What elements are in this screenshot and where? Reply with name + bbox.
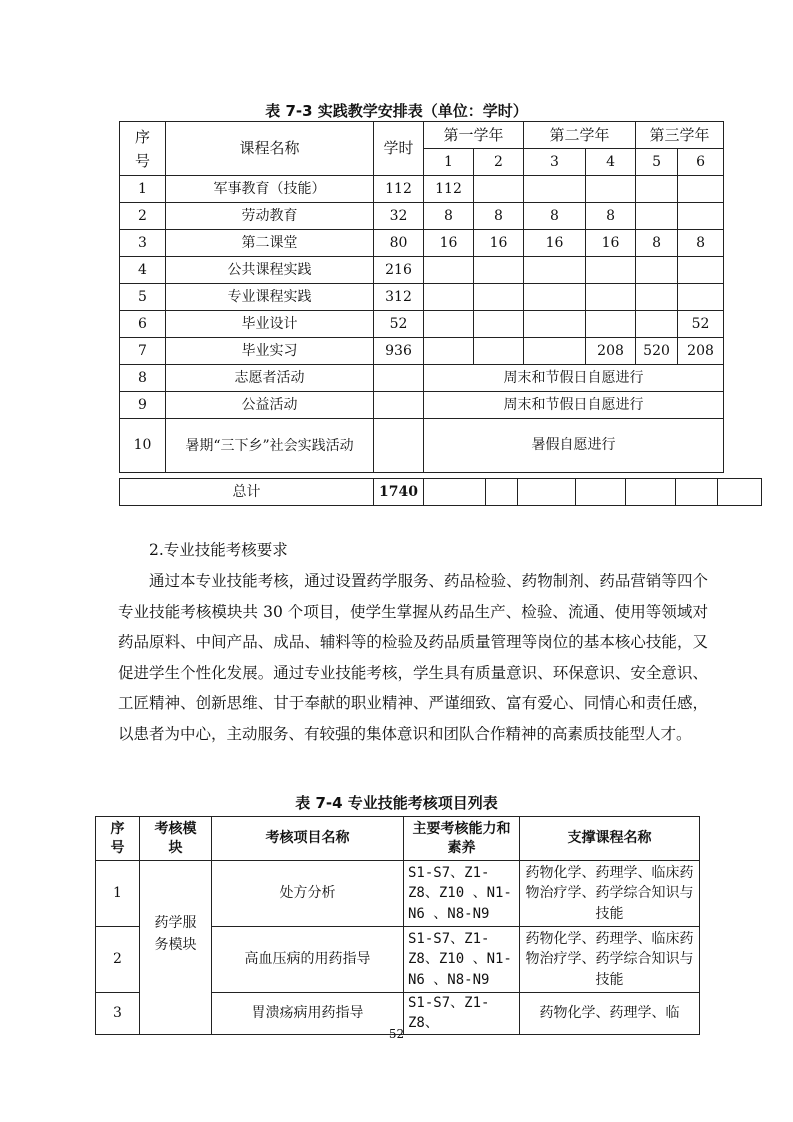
row-ability: S1-S7、Z1-Z8、Z10 、N1-N6 、N8-N9: [404, 927, 520, 993]
row-hours: [374, 392, 424, 419]
term-cell: [678, 203, 724, 230]
term-cell: [718, 479, 762, 506]
header-term: 4: [586, 149, 636, 176]
term-cell: [424, 311, 474, 338]
header-year-3: 第三学年: [636, 122, 724, 149]
row-hours: 32: [374, 203, 424, 230]
header-ability: 主要考核能力和素养: [404, 817, 520, 861]
row-note: 周末和节假日自愿进行: [424, 392, 724, 419]
table-row: [96, 861, 700, 927]
row-note: 暑假自愿进行: [424, 419, 724, 473]
header-module: 考核模块: [140, 817, 212, 861]
row-course: 军事教育（技能）: [166, 176, 374, 203]
term-cell: [636, 257, 678, 284]
term-cell: [486, 479, 518, 506]
row-item: 高血压病的用药指导: [212, 927, 404, 993]
table-row: [120, 176, 724, 203]
term-cell: [424, 479, 486, 506]
term-cell: [474, 338, 524, 365]
row-no: 9: [120, 392, 166, 419]
term-cell: [474, 176, 524, 203]
row-hours: 80: [374, 230, 424, 257]
term-cell: [586, 257, 636, 284]
row-course: 志愿者活动: [166, 365, 374, 392]
page-number: 52: [388, 1027, 405, 1041]
row-no: 3: [120, 230, 166, 257]
row-note: 周末和节假日自愿进行: [424, 365, 724, 392]
term-cell: 8: [636, 230, 678, 257]
row-courses: 药物化学、药理学、临床药物治疗学、药学综合知识与技能: [520, 861, 700, 927]
row-course: 毕业实习: [166, 338, 374, 365]
total-value: 1740: [374, 479, 424, 506]
table-7-3-caption: 表 7-3 实践教学安排表（单位：学时）: [265, 102, 528, 120]
term-cell: [524, 338, 586, 365]
term-cell: 8: [474, 203, 524, 230]
row-no: 6: [120, 311, 166, 338]
skill-assessment-table: [95, 816, 700, 1035]
table-row: [120, 419, 724, 473]
term-cell: [636, 203, 678, 230]
row-no: 3: [96, 993, 140, 1035]
term-cell: 520: [636, 338, 678, 365]
header-term: 1: [424, 149, 474, 176]
row-no: 5: [120, 284, 166, 311]
row-item: 胃溃疡病用药指导: [212, 993, 404, 1035]
term-cell: 16: [474, 230, 524, 257]
term-cell: [576, 479, 626, 506]
total-row-table: [119, 478, 762, 506]
row-course: 劳动教育: [166, 203, 374, 230]
row-hours: 312: [374, 284, 424, 311]
header-course: 课程名称: [166, 122, 374, 176]
term-cell: [474, 257, 524, 284]
header-no: 序号: [120, 122, 166, 176]
header-year-1: 第一学年: [424, 122, 524, 149]
row-courses: 药物化学、药理学、临床药物治疗学、药学综合知识与技能: [520, 927, 700, 993]
table-7-4-caption: 表 7-4 专业技能考核项目列表: [295, 794, 498, 812]
row-course: 公共课程实践: [166, 257, 374, 284]
header-item: 考核项目名称: [212, 817, 404, 861]
term-cell: 208: [586, 338, 636, 365]
term-cell: [524, 257, 586, 284]
term-cell: 112: [424, 176, 474, 203]
term-cell: [518, 479, 576, 506]
table-row: [120, 338, 724, 365]
term-cell: [424, 257, 474, 284]
term-cell: 16: [424, 230, 474, 257]
row-no: 2: [120, 203, 166, 230]
row-course: 毕业设计: [166, 311, 374, 338]
row-hours: 216: [374, 257, 424, 284]
row-hours: 112: [374, 176, 424, 203]
row-course: 暑期“三下乡”社会实践活动: [166, 419, 374, 473]
row-item: 处方分析: [212, 861, 404, 927]
header-term: 5: [636, 149, 678, 176]
term-cell: [636, 284, 678, 311]
term-cell: 8: [586, 203, 636, 230]
term-cell: 16: [586, 230, 636, 257]
term-cell: 16: [524, 230, 586, 257]
table-row: [120, 203, 724, 230]
term-cell: [424, 338, 474, 365]
row-hours: 52: [374, 311, 424, 338]
section-paragraph: [118, 566, 708, 749]
row-hours: 936: [374, 338, 424, 365]
term-cell: [586, 176, 636, 203]
header-term: 6: [678, 149, 724, 176]
table-row: [120, 230, 724, 257]
header-term: 3: [524, 149, 586, 176]
term-cell: [678, 176, 724, 203]
row-course: 第二课堂: [166, 230, 374, 257]
table-row: [120, 311, 724, 338]
term-cell: [636, 311, 678, 338]
term-cell: 8: [524, 203, 586, 230]
term-cell: 8: [424, 203, 474, 230]
row-no: 4: [120, 257, 166, 284]
table-row: [120, 284, 724, 311]
section-heading: 2.专业技能考核要求: [149, 541, 288, 559]
term-cell: [678, 257, 724, 284]
term-cell: [424, 284, 474, 311]
header-term: 2: [474, 149, 524, 176]
term-cell: [626, 479, 676, 506]
table-row: [120, 392, 724, 419]
row-courses: 药物化学、药理学、临: [520, 993, 700, 1035]
total-label: 总计: [120, 479, 374, 506]
practice-teaching-table: [119, 121, 724, 473]
row-no: 1: [96, 861, 140, 927]
header-year-2: 第二学年: [524, 122, 636, 149]
row-course: 公益活动: [166, 392, 374, 419]
term-cell: [636, 176, 678, 203]
term-cell: 208: [678, 338, 724, 365]
term-cell: [474, 284, 524, 311]
row-no: 1: [120, 176, 166, 203]
term-cell: 52: [678, 311, 724, 338]
table-row: [120, 257, 724, 284]
term-cell: [586, 311, 636, 338]
row-hours: [374, 419, 424, 473]
term-cell: [524, 311, 586, 338]
paragraph-text: 通过本专业技能考核，通过设置药学服务、药品检验、药物制剂、药品营销等四个专业技能考核模块共 30 个项目，使学生掌握从药品生产、检验、流通、使用等领域对药品原料、中间产品、成品、辅料等的检验及药品质量管理等岗位的基本核心技能，又促进学生个性化发展。通过专业技能考核，学生具有质量意识、环保意识、安全意识、工匠精神、创新思维、甘于奉献的职业精神、严谨细致、富有爱心、同情心和责任感，以患者为中心，主动服务、有较强的集体意识和团队合作精神的高素质技能型人才。: [118, 572, 708, 743]
row-ability: S1-S7、Z1- Z8、Z10 、N1-N6 、N8-N9: [404, 861, 520, 927]
term-cell: [524, 176, 586, 203]
row-no: 2: [96, 927, 140, 993]
term-cell: [676, 479, 718, 506]
row-no: 7: [120, 338, 166, 365]
row-no: 10: [120, 419, 166, 473]
term-cell: 8: [678, 230, 724, 257]
term-cell: [586, 284, 636, 311]
header-courses: 支撑课程名称: [520, 817, 700, 861]
total-row: [120, 479, 762, 506]
table-row: [120, 365, 724, 392]
header-hours: 学时: [374, 122, 424, 176]
row-no: 8: [120, 365, 166, 392]
term-cell: [678, 284, 724, 311]
row-hours: [374, 365, 424, 392]
row-course: 专业课程实践: [166, 284, 374, 311]
term-cell: [524, 284, 586, 311]
row-ability: S1-S7、Z1-Z8、: [404, 993, 520, 1035]
header-no: 序号: [96, 817, 140, 861]
term-cell: [474, 311, 524, 338]
module-cell: 药学服务模块: [140, 861, 212, 1035]
